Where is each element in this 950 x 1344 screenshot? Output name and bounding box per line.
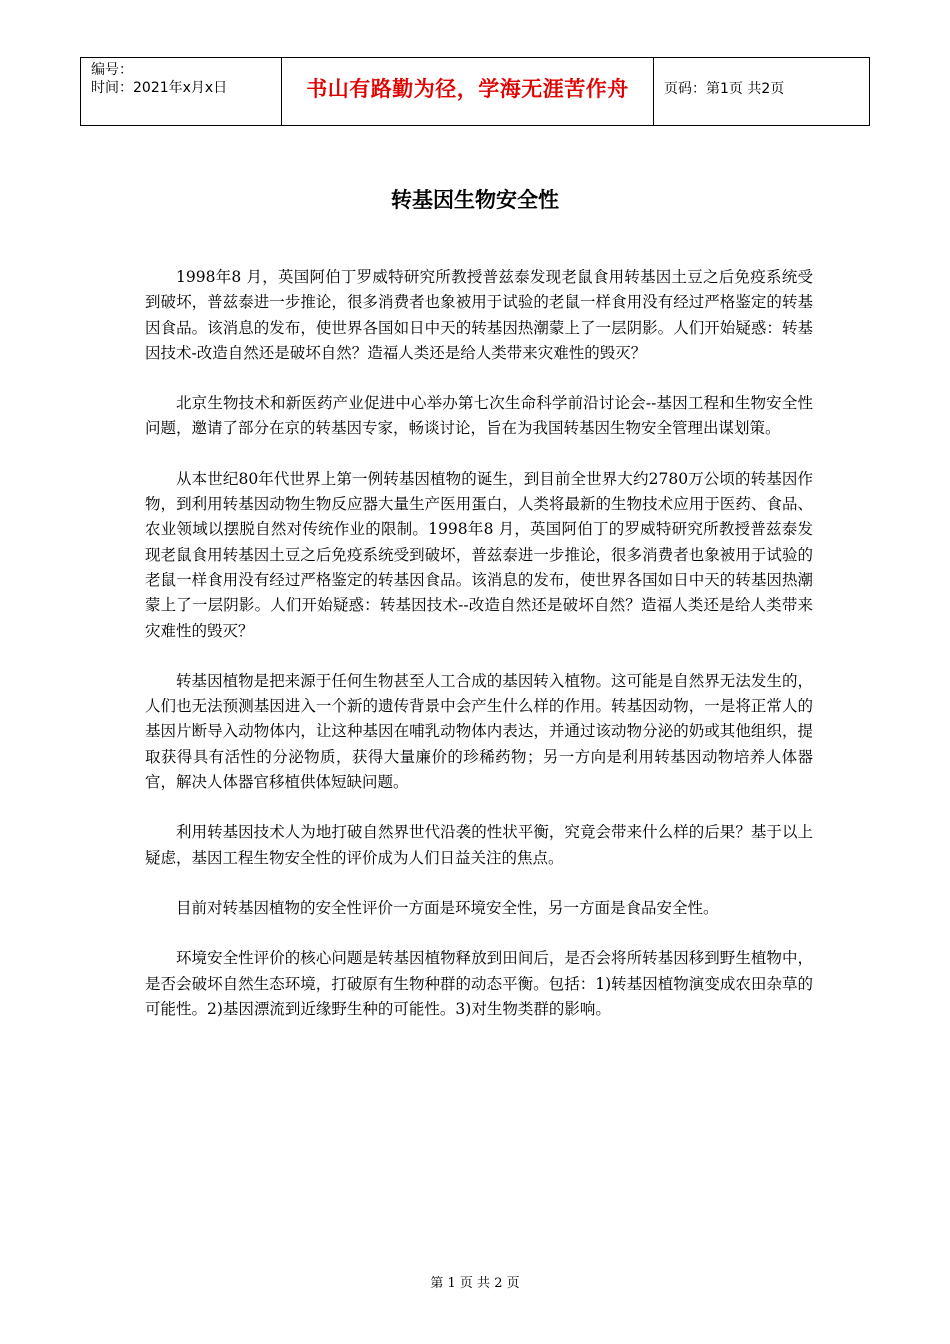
paragraph: 1998年8 月，英国阿伯丁罗威特研究所教授普兹泰发现老鼠食用转基因土豆之后免疫系统受到破坏，普兹泰进一步推论，很多消费者也象被用于试验的老鼠一样食用没有经过严格鉴定的转基因食品。该消息的发布，使世界各国如日中天的转基因热潮蒙上了一层阴影。人们开始疑惑：转基因技术-改造自然还是破坏自然？造福人类还是给人类带来灾难性的毁灭？ (145, 268, 813, 362)
document-number-label: 编号： (91, 62, 133, 78)
header-page-info: 页码：第1页 共2页 (664, 80, 785, 97)
paragraph: 北京生物技术和新医药产业促进中心举办第七次生命科学前沿讨论会--基因工程和生物安全性问题，邀请了部分在京的转基因专家，畅谈讨论，旨在为我国转基因生物安全管理出谋划策。 (145, 394, 813, 438)
header-table (80, 57, 870, 126)
paragraph: 目前对转基因植物的安全性评价一方面是环境安全性，另一方面是食品安全性。 (176, 898, 719, 917)
paragraph: 转基因植物是把来源于任何生物甚至人工合成的基因转入植物。这可能是自然界无法发生的，人们也无法预测基因进入一个新的遗传背景中会产生什么样的作用。转基因动物，一是将正常人的基因片断导入动物体内，让这种基因在哺乳动物体内表达，并通过该动物分泌的奶或其他组织，提取获得具有活性的分泌物质，获得大量廉价的珍稀药物；另一方向是利用转基因动物培养人体器官，解决人体器官移植供体短缺问题。 (145, 671, 813, 792)
header-meta-cell (81, 58, 282, 125)
page-footer: 第 1 页 共 2 页 (430, 1276, 520, 1291)
document-date: 时间：2021年x月x日 (91, 80, 228, 96)
header-motto: 书山有路勤为径，学海无涯苦作舟 (282, 58, 654, 125)
paragraph: 从本世纪80年代世界上第一例转基因植物的诞生，到目前全世界大约2780万公顷的转基因作物，到利用转基因动物生物反应器大量生产医用蛋白，人类将最新的生物技术应用于医药、食品、农业领域以摆脱自然对传统作业的限制。1998年8 月，英国阿伯丁的罗威特研究所教授普兹泰发现老鼠食用转基因土豆之后免疫系统受到破坏，普兹泰进一步推论，很多消费者也象被用于试验的老鼠一样食用没有经过严格鉴定的转基因食品。该消息的发布，使世界各国如日中天的转基因热潮蒙上了一层阴影。人们开始疑惑：转基因技术--改造自然还是破坏自然？造福人类还是给人类带来灾难性的毁灭？ (145, 469, 813, 640)
document-body (145, 265, 813, 1047)
paragraph: 利用转基因技术人为地打破自然界世代沿袭的性状平衡，究竟会带来什么样的后果？基于以上疑虑，基因工程生物安全性的评价成为人们日益关注的焦点。 (145, 823, 813, 867)
document-title: 转基因生物安全性 (391, 188, 559, 212)
paragraph: 环境安全性评价的核心问题是转基因植物释放到田间后，是否会将所转基因移到野生植物中，是否会破坏自然生态环境，打破原有生物种群的动态平衡。包括：1)转基因植物演变成农田杂草的可能性。2)基因漂流到近缘野生种的可能性。3)对生物类群的影响。 (145, 949, 813, 1018)
